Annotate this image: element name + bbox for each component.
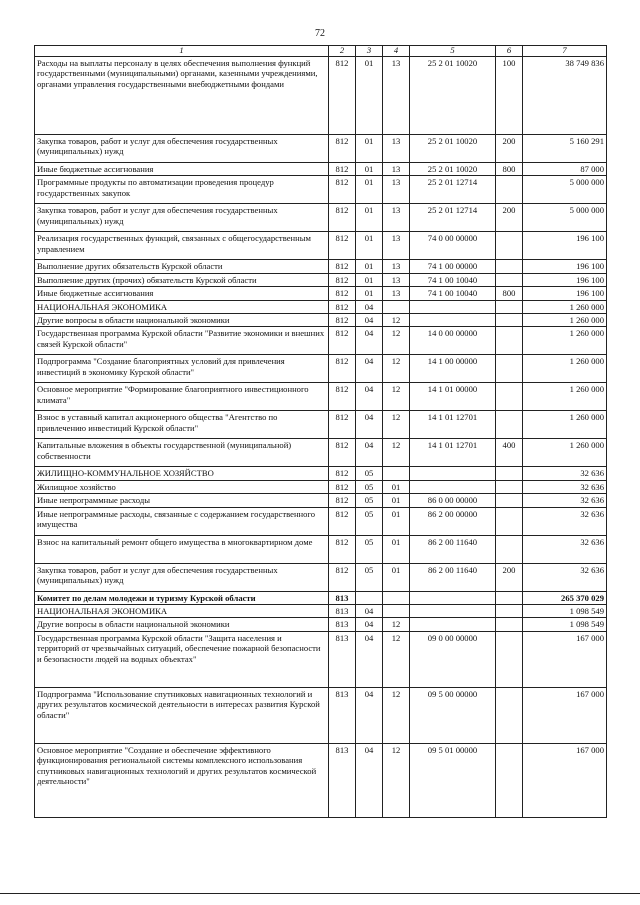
cell-name: ЖИЛИЩНО-КОММУНАЛЬНОЕ ХОЗЯЙСТВО: [35, 467, 329, 480]
cell-expense-type-code: 200: [496, 135, 523, 163]
table-row: [35, 383, 607, 411]
cell-section-code: 04: [356, 383, 383, 411]
cell-department-code: 812: [329, 494, 356, 507]
cell-target-item-code: 86 2 00 11640: [410, 535, 496, 563]
cell-target-item-code: 74 1 00 10040: [410, 287, 496, 300]
cell-amount: 32 636: [523, 535, 607, 563]
cell-name: Другие вопросы в области национальной экономики: [35, 314, 329, 327]
cell-target-item-code: 09 5 01 00000: [410, 743, 496, 817]
cell-expense-type-code: 400: [496, 439, 523, 467]
cell-target-item-code: [410, 618, 496, 631]
cell-department-code: 812: [329, 355, 356, 383]
cell-amount: 196 100: [523, 287, 607, 300]
cell-name: Закупка товаров, работ и услуг для обеспечения государственных (муниципальных) нужд: [35, 204, 329, 232]
cell-name: Программные продукты по автоматизации проведения процедур государственных закупок: [35, 176, 329, 204]
table-row: [35, 411, 607, 439]
cell-subsection-code: 12: [383, 687, 410, 743]
cell-amount: 167 000: [523, 743, 607, 817]
cell-section-code: 05: [356, 507, 383, 535]
cell-name: Взнос в уставный капитал акционерного общества "Агентство по привлечению инвестиций Курской области": [35, 411, 329, 439]
cell-name: Государственная программа Курской области "Защита населения и территорий от чрезвычайных ситуаций, обеспечение пожарной безопасности и безопасности людей на водных объектах": [35, 631, 329, 687]
cell-department-code: 812: [329, 327, 356, 355]
cell-subsection-code: [383, 300, 410, 313]
cell-section-code: 01: [356, 260, 383, 273]
cell-section-code: 01: [356, 287, 383, 300]
cell-amount: 38 749 836: [523, 57, 607, 135]
header-row: [35, 46, 607, 57]
cell-subsection-code: 12: [383, 383, 410, 411]
cell-department-code: 813: [329, 618, 356, 631]
page-number: 72: [315, 28, 325, 39]
cell-section-code: 04: [356, 411, 383, 439]
cell-target-item-code: 14 0 00 00000: [410, 327, 496, 355]
table-row: [35, 176, 607, 204]
cell-amount: 196 100: [523, 260, 607, 273]
table-row: [35, 273, 607, 286]
cell-subsection-code: 01: [383, 494, 410, 507]
cell-subsection-code: 13: [383, 176, 410, 204]
cell-name: Комитет по делам молодежи и туризму Курской области: [35, 591, 329, 604]
cell-subsection-code: 13: [383, 204, 410, 232]
cell-amount: 1 260 000: [523, 355, 607, 383]
cell-name: Государственная программа Курской области "Развитие экономики и внешних связей Курской области": [35, 327, 329, 355]
cell-section-code: 04: [356, 631, 383, 687]
cell-target-item-code: 86 2 00 00000: [410, 507, 496, 535]
cell-section-code: 05: [356, 467, 383, 480]
cell-department-code: 812: [329, 287, 356, 300]
cell-amount: 5 000 000: [523, 204, 607, 232]
cell-section-code: 01: [356, 57, 383, 135]
cell-amount: 32 636: [523, 494, 607, 507]
cell-amount: 1 260 000: [523, 439, 607, 467]
cell-amount: 87 000: [523, 163, 607, 176]
cell-section-code: 04: [356, 314, 383, 327]
cell-expense-type-code: [496, 507, 523, 535]
cell-section-code: 05: [356, 480, 383, 493]
cell-name: Выполнение других обязательств Курской области: [35, 260, 329, 273]
cell-subsection-code: 13: [383, 273, 410, 286]
cell-department-code: 812: [329, 300, 356, 313]
cell-amount: 196 100: [523, 273, 607, 286]
table-row: [35, 163, 607, 176]
cell-subsection-code: 13: [383, 232, 410, 260]
cell-subsection-code: 13: [383, 260, 410, 273]
table-row: [35, 57, 607, 135]
cell-amount: 1 260 000: [523, 327, 607, 355]
cell-subsection-code: [383, 467, 410, 480]
cell-expense-type-code: 200: [496, 204, 523, 232]
cell-department-code: 812: [329, 439, 356, 467]
cell-amount: 167 000: [523, 687, 607, 743]
cell-expense-type-code: [496, 618, 523, 631]
header-col-2: 2: [329, 46, 356, 57]
cell-name: Жилищное хозяйство: [35, 480, 329, 493]
cell-department-code: 812: [329, 260, 356, 273]
cell-target-item-code: [410, 591, 496, 604]
cell-section-code: 04: [356, 327, 383, 355]
cell-name: НАЦИОНАЛЬНАЯ ЭКОНОМИКА: [35, 300, 329, 313]
cell-expense-type-code: [496, 273, 523, 286]
cell-amount: 167 000: [523, 631, 607, 687]
cell-subsection-code: 13: [383, 163, 410, 176]
cell-department-code: 813: [329, 605, 356, 618]
cell-target-item-code: 14 1 01 12701: [410, 411, 496, 439]
cell-expense-type-code: 200: [496, 563, 523, 591]
cell-subsection-code: 12: [383, 631, 410, 687]
cell-amount: 1 260 000: [523, 314, 607, 327]
cell-target-item-code: 14 1 01 12701: [410, 439, 496, 467]
cell-target-item-code: [410, 467, 496, 480]
cell-section-code: 04: [356, 355, 383, 383]
cell-name: Основное мероприятие "Создание и обеспечение эффективного функционирования региональной системы комплексного использования спутниковых навигационных технологий и других результатов космической деятельности": [35, 743, 329, 817]
table-row: [35, 631, 607, 687]
table-row: [35, 135, 607, 163]
cell-section-code: 04: [356, 439, 383, 467]
cell-expense-type-code: [496, 383, 523, 411]
header-col-6: 6: [496, 46, 523, 57]
cell-department-code: 813: [329, 743, 356, 817]
cell-target-item-code: 74 0 00 00000: [410, 232, 496, 260]
cell-department-code: 812: [329, 535, 356, 563]
cell-target-item-code: [410, 605, 496, 618]
cell-expense-type-code: [496, 314, 523, 327]
table-row: [35, 287, 607, 300]
cell-expense-type-code: [496, 480, 523, 493]
cell-section-code: 05: [356, 563, 383, 591]
table-row: [35, 232, 607, 260]
cell-expense-type-code: 100: [496, 57, 523, 135]
table-row: [35, 618, 607, 631]
cell-section-code: [356, 591, 383, 604]
cell-amount: 1 260 000: [523, 411, 607, 439]
cell-department-code: 813: [329, 631, 356, 687]
cell-target-item-code: 74 1 00 10040: [410, 273, 496, 286]
cell-expense-type-code: 800: [496, 163, 523, 176]
header-col-3: 3: [356, 46, 383, 57]
cell-name: Расходы на выплаты персоналу в целях обеспечения выполнения функций государственными (муниципальными) органами, казенными учреждениями, органами управления государственными внебюджетными фондами: [35, 57, 329, 135]
cell-name: Другие вопросы в области национальной экономики: [35, 618, 329, 631]
cell-department-code: 812: [329, 232, 356, 260]
cell-expense-type-code: [496, 494, 523, 507]
cell-target-item-code: 25 2 01 10020: [410, 135, 496, 163]
cell-amount: 32 636: [523, 480, 607, 493]
cell-subsection-code: 12: [383, 355, 410, 383]
cell-name: Иные бюджетные ассигнования: [35, 287, 329, 300]
cell-section-code: 04: [356, 300, 383, 313]
cell-name: Реализация государственных функций, связанных с общегосударственным управлением: [35, 232, 329, 260]
cell-expense-type-code: [496, 411, 523, 439]
cell-section-code: 01: [356, 232, 383, 260]
cell-expense-type-code: [496, 631, 523, 687]
cell-expense-type-code: [496, 300, 523, 313]
cell-target-item-code: 14 1 00 00000: [410, 355, 496, 383]
cell-name: Закупка товаров, работ и услуг для обеспечения государственных (муниципальных) нужд: [35, 135, 329, 163]
cell-name: Капитальные вложения в объекты государственной (муниципальной) собственности: [35, 439, 329, 467]
cell-section-code: 01: [356, 163, 383, 176]
cell-section-code: 01: [356, 273, 383, 286]
cell-department-code: 813: [329, 687, 356, 743]
bottom-rule: [0, 893, 640, 894]
cell-name: Иные непрограммные расходы: [35, 494, 329, 507]
cell-amount: 5 160 291: [523, 135, 607, 163]
cell-subsection-code: 12: [383, 618, 410, 631]
table-row: [35, 743, 607, 817]
cell-expense-type-code: [496, 467, 523, 480]
cell-amount: 265 370 029: [523, 591, 607, 604]
cell-amount: 1 098 549: [523, 618, 607, 631]
cell-target-item-code: 25 2 01 12714: [410, 176, 496, 204]
cell-subsection-code: 13: [383, 287, 410, 300]
cell-target-item-code: 25 2 01 12714: [410, 204, 496, 232]
cell-section-code: 05: [356, 494, 383, 507]
cell-name: Закупка товаров, работ и услуг для обеспечения государственных (муниципальных) нужд: [35, 563, 329, 591]
cell-subsection-code: 01: [383, 480, 410, 493]
cell-subsection-code: 12: [383, 314, 410, 327]
cell-amount: 1 260 000: [523, 300, 607, 313]
table-row: [35, 563, 607, 591]
cell-subsection-code: [383, 591, 410, 604]
cell-section-code: 01: [356, 135, 383, 163]
cell-target-item-code: 25 2 01 10020: [410, 163, 496, 176]
cell-expense-type-code: [496, 355, 523, 383]
cell-department-code: 812: [329, 411, 356, 439]
table-row: [35, 480, 607, 493]
cell-target-item-code: 14 1 01 00000: [410, 383, 496, 411]
cell-department-code: 812: [329, 383, 356, 411]
table-row: [35, 260, 607, 273]
header-col-4: 4: [383, 46, 410, 57]
cell-department-code: 812: [329, 507, 356, 535]
table-row: [35, 300, 607, 313]
cell-department-code: 812: [329, 273, 356, 286]
cell-target-item-code: 09 0 00 00000: [410, 631, 496, 687]
table-row: [35, 507, 607, 535]
cell-expense-type-code: [496, 232, 523, 260]
cell-target-item-code: 25 2 01 10020: [410, 57, 496, 135]
cell-target-item-code: [410, 480, 496, 493]
cell-amount: 1 098 549: [523, 605, 607, 618]
cell-name: Взнос на капитальный ремонт общего имущества в многоквартирном доме: [35, 535, 329, 563]
cell-name: Иные бюджетные ассигнования: [35, 163, 329, 176]
table-row: [35, 591, 607, 604]
cell-section-code: 04: [356, 618, 383, 631]
cell-name: Подпрограмма "Создание благоприятных условий для привлечения инвестиций в экономику Курской области": [35, 355, 329, 383]
cell-subsection-code: 12: [383, 411, 410, 439]
cell-amount: 32 636: [523, 467, 607, 480]
table-row: [35, 355, 607, 383]
cell-target-item-code: [410, 314, 496, 327]
header-col-1: 1: [35, 46, 329, 57]
header-col-7: 7: [523, 46, 607, 57]
cell-department-code: 812: [329, 163, 356, 176]
cell-target-item-code: 86 0 00 00000: [410, 494, 496, 507]
cell-name: Подпрограмма "Использование спутниковых навигационных технологий и других результатов космической деятельности в интересах развития Курской области": [35, 687, 329, 743]
cell-subsection-code: 01: [383, 535, 410, 563]
cell-name: Выполнение других (прочих) обязательств Курской области: [35, 273, 329, 286]
header-col-5: 5: [410, 46, 496, 57]
cell-department-code: 812: [329, 176, 356, 204]
cell-target-item-code: 74 1 00 00000: [410, 260, 496, 273]
table-row: [35, 535, 607, 563]
cell-amount: 5 000 000: [523, 176, 607, 204]
cell-expense-type-code: [496, 743, 523, 817]
cell-section-code: 01: [356, 176, 383, 204]
cell-target-item-code: 86 2 00 11640: [410, 563, 496, 591]
cell-amount: 1 260 000: [523, 383, 607, 411]
budget-table: [34, 45, 607, 818]
cell-department-code: 812: [329, 480, 356, 493]
table-row: [35, 327, 607, 355]
cell-section-code: 05: [356, 535, 383, 563]
table-row: [35, 687, 607, 743]
cell-subsection-code: 12: [383, 743, 410, 817]
cell-department-code: 812: [329, 204, 356, 232]
cell-section-code: 04: [356, 687, 383, 743]
cell-department-code: 813: [329, 591, 356, 604]
cell-amount: 32 636: [523, 507, 607, 535]
cell-subsection-code: 01: [383, 507, 410, 535]
cell-name: Основное мероприятие "Формирование благоприятного инвестиционного климата": [35, 383, 329, 411]
cell-expense-type-code: 800: [496, 287, 523, 300]
cell-subsection-code: 12: [383, 439, 410, 467]
cell-section-code: 01: [356, 204, 383, 232]
cell-target-item-code: [410, 300, 496, 313]
cell-subsection-code: 13: [383, 135, 410, 163]
cell-expense-type-code: [496, 605, 523, 618]
cell-department-code: 812: [329, 563, 356, 591]
table-row: [35, 605, 607, 618]
table-row: [35, 494, 607, 507]
cell-expense-type-code: [496, 591, 523, 604]
cell-amount: 196 100: [523, 232, 607, 260]
table-row: [35, 439, 607, 467]
cell-subsection-code: 12: [383, 327, 410, 355]
cell-department-code: 812: [329, 57, 356, 135]
cell-amount: 32 636: [523, 563, 607, 591]
cell-expense-type-code: [496, 260, 523, 273]
cell-name: НАЦИОНАЛЬНАЯ ЭКОНОМИКА: [35, 605, 329, 618]
cell-department-code: 812: [329, 135, 356, 163]
cell-expense-type-code: [496, 535, 523, 563]
cell-subsection-code: 13: [383, 57, 410, 135]
table-row: [35, 314, 607, 327]
cell-section-code: 04: [356, 605, 383, 618]
cell-expense-type-code: [496, 327, 523, 355]
cell-expense-type-code: [496, 176, 523, 204]
table-row: [35, 467, 607, 480]
cell-expense-type-code: [496, 687, 523, 743]
cell-section-code: 04: [356, 743, 383, 817]
cell-subsection-code: 01: [383, 563, 410, 591]
table-row: [35, 204, 607, 232]
cell-name: Иные непрограммные расходы, связанные с содержанием государственного имущества: [35, 507, 329, 535]
cell-subsection-code: [383, 605, 410, 618]
cell-target-item-code: 09 5 00 00000: [410, 687, 496, 743]
cell-department-code: 812: [329, 314, 356, 327]
cell-department-code: 812: [329, 467, 356, 480]
